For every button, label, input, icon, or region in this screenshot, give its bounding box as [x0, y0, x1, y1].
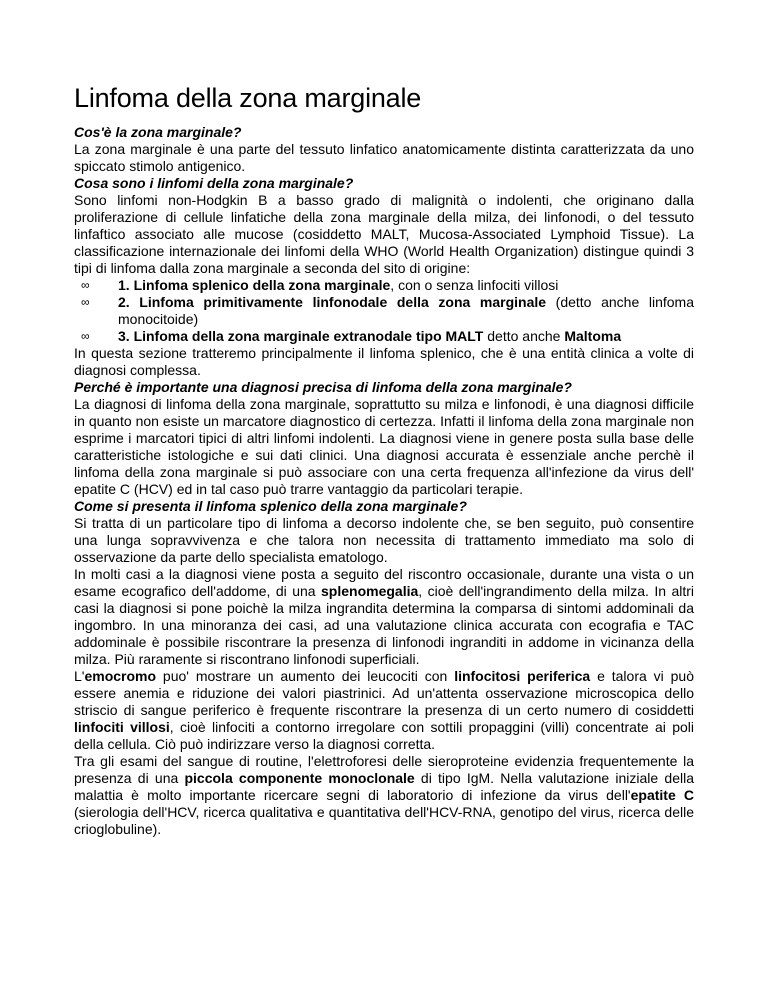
paragraph: La diagnosi di linfoma della zona marginale, soprattutto su milza e linfonodi, è una diagnosi difficile in quanto non esiste un marcatore diagnostico di certezza. Infatti il linfoma della zona marginale non esprime i marcatori tipici di altri linfomi indolenti. La diagnosi viene in genere posta sulla base delle caratteristiche istologiche e sui dati clinici. Una diagnosi accurata è essenziale anche perchè il linfoma della zona marginale si può associare con una certa frequenza all'infezione da virus dell' epatite C (HCV) ed in tal caso può trarre vantaggio da particolari terapie.: [74, 396, 694, 497]
text-run-bold: emocromo: [84, 668, 157, 684]
list-item: [81, 328, 694, 345]
list-item-bold: Maltoma: [564, 328, 622, 344]
section-heading-presentation: Come si presenta il linfoma splenico della zona marginale?: [74, 498, 467, 514]
list-item-text: (detto anche linfoma monocitoide): [118, 294, 694, 327]
section-heading-why-diagnosis: Perché è importante una diagnosi precisa di linfoma della zona marginale?: [74, 379, 572, 395]
list-item-text: detto anche: [483, 328, 565, 344]
text-run: e talora vi può essere anemia e riduzione dei valori piastrinici. Ad un'attenta osservazione microscopica dello striscio di sangue periferico è frequente riscontrare la presenza di un certo numero di cosiddetti: [74, 668, 694, 718]
section-heading-what-is-marginal-zone: Cos'è la zona marginale?: [74, 124, 242, 140]
bullet-icon: ∞: [81, 329, 90, 343]
list-item-bold: 3. Linfoma della zona marginale extranodale tipo MALT: [118, 328, 484, 344]
paragraph: Sono linfomi non-Hodgkin B a basso grado di malignità o indolenti, che originano dalla proliferazione di cellule linfatiche della zona marginale della milza, dei linfonodi, o del tessuto linfaftico associato alle mucose (cosiddetto MALT, Mucosa-Associated Lymphoid Tissue). La classificazione internazionale dei linfomi della WHO (World Health Organization) distingue quindi 3 tipi di linfoma dalla zona marginale a seconda del sito di origine:: [74, 192, 694, 276]
list-item-text: , con o senza linfociti villosi: [390, 277, 559, 293]
text-run: (sierologia dell'HCV, ricerca qualitativa e quantitativa dell'HCV-RNA, genotipo del virus, ricerca delle crioglobuline).: [74, 804, 694, 837]
paragraph: La zona marginale è una parte del tessuto linfatico anatomicamente distinta caratterizzata da uno spiccato stimolo antigenico.: [74, 141, 694, 174]
paragraph: Si tratta di un particolare tipo di linfoma a decorso indolente che, se ben seguito, può consentire una lunga sopravvivenza e che talora non necessita di trattamento immediato ma solo di osservazione da parte dello specialista ematologo.: [74, 515, 694, 565]
paragraph: In questa sezione tratteremo principalmente il linfoma splenico, che è una entità clinica a volte di diagnosi complessa.: [74, 345, 694, 378]
paragraph: [74, 753, 694, 838]
paragraph: [74, 668, 694, 753]
section-heading-what-are-lymphomas: Cosa sono i linfomi della zona marginale?: [74, 175, 354, 191]
document-body: [74, 82, 694, 838]
paragraph: [74, 566, 694, 668]
text-run: L': [74, 668, 85, 684]
list-item-bold: 1. Linfoma splenico della zona marginale: [118, 277, 391, 293]
text-run-bold: linfociti villosi: [74, 719, 170, 735]
text-run: di tipo IgM. Nella valutazione iniziale della malattia è molto importante ricercare segni di laboratorio di infezione da virus dell': [74, 770, 694, 803]
list-item-bold: 2. Linfoma primitivamente linfonodale della zona marginale: [118, 294, 547, 310]
list-item: [81, 277, 694, 294]
text-run: , cioè linfociti a contorno irregolare con sottili propaggini (villi) concentrate ai poli della cellula. Ciò può indirizzare verso la diagnosi corretta.: [74, 719, 694, 752]
text-run-bold: piccola componente monoclonale: [184, 770, 415, 786]
text-run: In molti casi a la diagnosi viene posta a seguito del riscontro occasionale, durante una vista o un esame ecografico dell'addome, di una: [74, 566, 694, 599]
text-run: , cioè dell'ingrandimento della milza. In altri casi la diagnosi si pone poichè la milza ingrandita determina la comparsa di sintomi addominali da ingombro. In una minoranza dei casi, ad una valutazione clinica accurata con ecografia e TAC addominale è possibile riscontrare la presenza di linfonodi ingranditi in addome in vicinanza della milza. Più raramente si riscontrano linfonodi superficiali.: [74, 583, 695, 667]
page-title: Linfoma della zona marginale: [74, 83, 422, 113]
text-run-bold: epatite C: [630, 787, 695, 803]
text-run-bold: linfocitosi periferica: [454, 668, 591, 684]
bullet-icon: ∞: [81, 278, 90, 292]
text-run: Tra gli esami del sangue di routine, l'elettroforesi delle sieroproteine evidenzia frequentemente la presenza di una: [74, 753, 694, 786]
text-run: puo' mostrare un aumento dei leucociti con: [156, 668, 455, 684]
lymphoma-types-list: [74, 277, 694, 345]
list-item: [81, 294, 694, 328]
bullet-icon: ∞: [81, 295, 90, 309]
text-run-bold: splenomegalia: [321, 583, 419, 599]
